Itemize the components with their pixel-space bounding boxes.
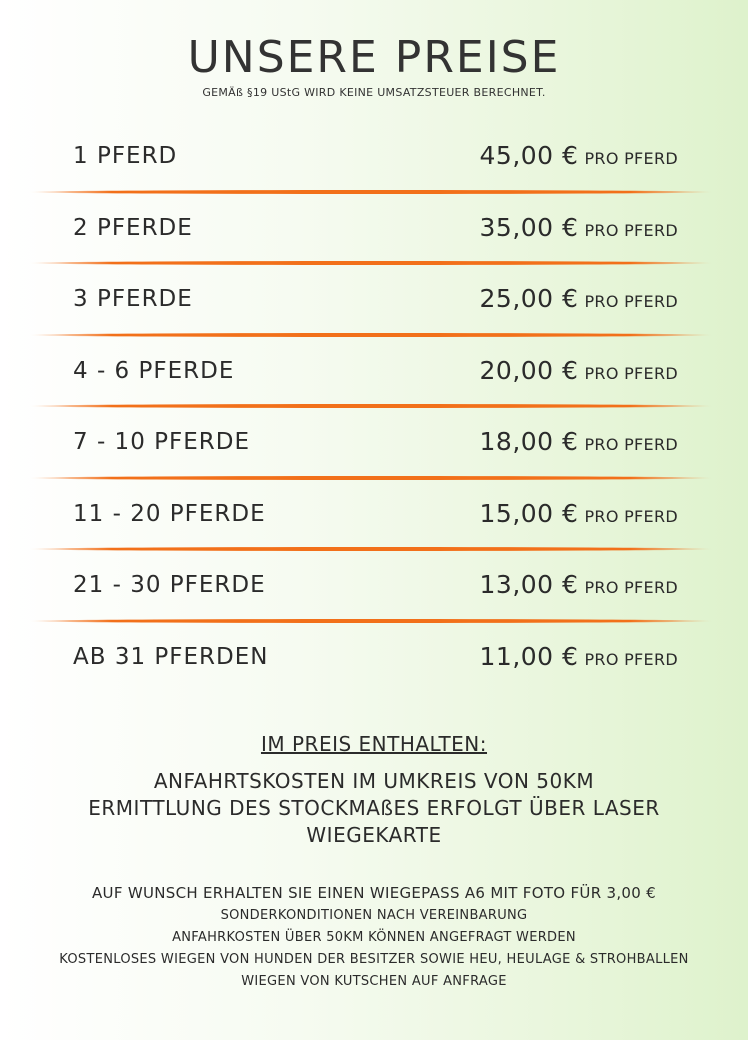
price-amount: 25,00 € — [479, 284, 579, 313]
price-amount: 13,00 € — [479, 570, 579, 599]
price-row — [0, 265, 748, 337]
price-row-price — [480, 141, 678, 170]
price-row-price — [480, 499, 678, 528]
price-row-price — [480, 284, 678, 313]
price-row-label: 11 - 20 PFERDE — [73, 500, 266, 527]
price-row-label: 21 - 30 PFERDE — [73, 572, 266, 598]
tax-note: GEMÄß §19 UStG WIRD KEINE UMSATZSTEUER BERECHNET. — [202, 86, 546, 99]
included-item: ANFAHRTSKOSTEN IM UMKREIS VON 50KM — [153, 769, 595, 793]
price-row — [0, 480, 748, 552]
price-row-label: AB 31 PFERDEN — [73, 643, 269, 670]
price-amount: 35,00 € — [479, 212, 579, 242]
price-row-price — [480, 356, 678, 385]
note-line: WIEGEN VON KUTSCHEN AUF ANFRAGE — [241, 974, 507, 989]
included-item: WIEGEKARTE — [306, 823, 442, 847]
price-unit: PRO PFERD — [584, 292, 678, 311]
price-row-label: 3 PFERDE — [73, 286, 193, 312]
price-unit: PRO PFERD — [584, 578, 678, 597]
note-line: ANFAHRKOSTEN ÜBER 50KM KÖNNEN ANGEFRAGT WERDEN — [172, 930, 576, 945]
price-unit: PRO PFERD — [584, 506, 678, 526]
price-amount: 18,00 € — [479, 427, 579, 456]
price-list — [0, 122, 748, 694]
price-unit: PRO PFERD — [584, 363, 678, 383]
price-row-label: 1 PFERD — [73, 143, 178, 169]
price-row-price — [480, 213, 678, 242]
included-list — [0, 768, 748, 849]
note-line: KOSTENLOSES WIEGEN VON HUNDEN DER BESITZER SOWIE HEU, HEULAGE & STROHBALLEN — [59, 952, 689, 967]
price-row — [0, 551, 748, 623]
price-row-price — [480, 642, 678, 671]
price-amount: 45,00 € — [479, 141, 579, 170]
price-row — [0, 408, 748, 480]
price-row-label: 4 - 6 PFERDE — [73, 357, 235, 384]
price-row-label: 2 PFERDE — [73, 214, 193, 241]
price-unit: PRO PFERD — [584, 220, 678, 240]
price-unit: PRO PFERD — [584, 649, 678, 669]
price-row-price — [480, 427, 678, 456]
price-row — [0, 337, 748, 409]
price-row-label: 7 - 10 PFERDE — [73, 429, 250, 455]
price-row — [0, 623, 748, 695]
price-amount: 15,00 € — [479, 498, 579, 528]
notes-list — [0, 881, 748, 993]
price-row — [0, 194, 748, 266]
price-amount: 20,00 € — [479, 355, 579, 385]
included-heading: IM PREIS ENTHALTEN: — [260, 732, 488, 756]
note-line: AUF WUNSCH ERHALTEN SIE EINEN WIEGEPASS A6 MIT FOTO FÜR 3,00 € — [92, 884, 656, 902]
price-amount: 11,00 € — [479, 641, 579, 671]
included-item: ERMITTLUNG DES STOCKMAßES ERFOLGT ÜBER LASER — [88, 796, 660, 820]
price-row — [0, 122, 748, 194]
page-title: UNSERE PREISE — [187, 32, 561, 83]
price-unit: PRO PFERD — [584, 435, 678, 454]
note-line: SONDERKONDITIONEN NACH VEREINBARUNG — [220, 908, 528, 923]
price-row-price — [480, 570, 678, 599]
price-unit: PRO PFERD — [584, 149, 678, 168]
